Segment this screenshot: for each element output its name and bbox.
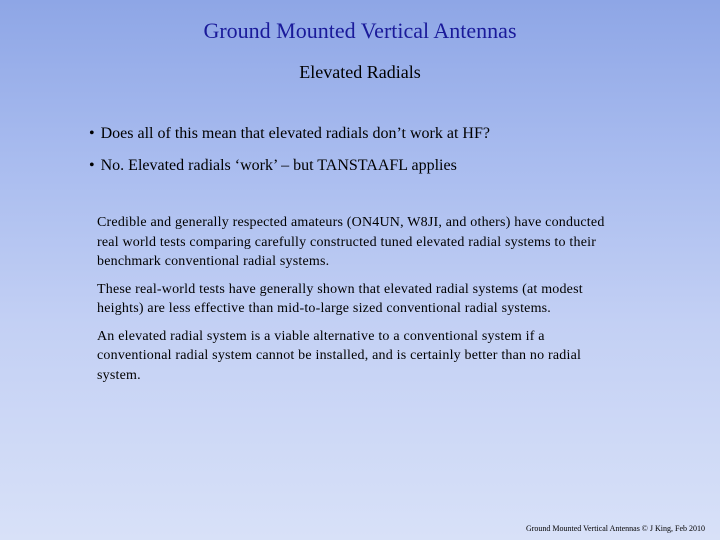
bullet-text: No. Elevated radials ‘work’ – but TANSTAAFL applies <box>100 157 457 174</box>
slide-title: Ground Mounted Vertical Antennas <box>203 18 517 43</box>
body-text <box>97 213 607 393</box>
paragraph: These real-world tests have generally shown that elevated radial systems (at modest heights) are less effective than mid-to-large sized conventional radial systems. <box>97 281 583 316</box>
paragraph: An elevated radial system is a viable alternative to a conventional system if a conventional radial system cannot be installed, and is certainly better than no radial system. <box>97 328 582 383</box>
bullet-text: Does all of this mean that elevated radials don’t work at HF? <box>100 125 490 142</box>
slide-footer: Ground Mounted Vertical Antennas © J King, Feb 2010 <box>525 524 705 533</box>
bullet-list <box>89 122 689 186</box>
bullet-item <box>89 122 689 146</box>
bullet-dot-icon: • <box>89 125 95 142</box>
bullet-dot-icon: • <box>89 157 95 174</box>
bullet-item <box>89 154 689 178</box>
slide-subtitle: Elevated Radials <box>299 62 421 82</box>
paragraph: Credible and generally respected amateurs (ON4UN, W8JI, and others) have conducted real world tests comparing carefully constructed tuned elevated radial systems to their benchmark conventional radial systems. <box>97 215 605 269</box>
